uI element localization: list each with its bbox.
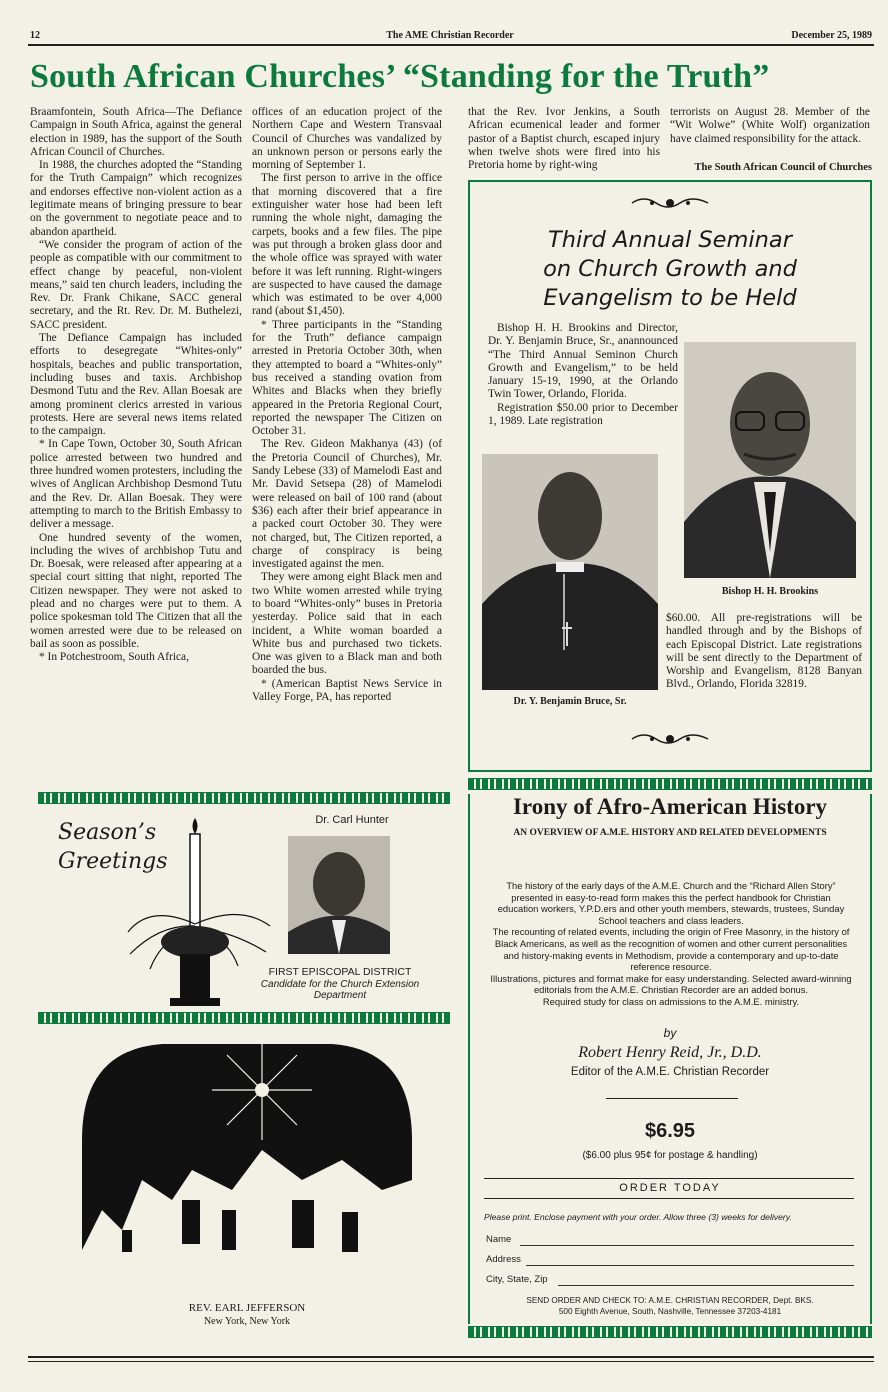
seminar-paragraph: Registration $50.00 prior to December 1, 1989. Late registration [488,401,678,428]
brookins-caption: Bishop H. H. Brookins [721,586,819,597]
bruce-caption: Dr. Y. Benjamin Bruce, Sr. [513,696,627,707]
page-number: 12 [30,30,40,41]
price-divider [606,1098,738,1099]
book-paragraph: Required study for class on admissions to the A.M.E. ministry. [542,995,800,1007]
greetings-ad [38,806,450,1010]
article-paragraph: * (American Baptist News Service in Valley Forge, PA, has reported [252,677,442,704]
article-paragraph: offices of an education project of the Northern Cape and Western Transvaal Council of Churches was vandalized by an unknown person or persons early the morning of September 1. [252,106,442,172]
article-paragraph: that the Rev. Ivor Jenkins, a South African ecumenical leader and former pastor of a Baptist church, escaped injury when twelve shots were fired into his Pretoria home by right-wing [468,106,660,172]
book-subtitle: AN OVERVIEW OF A.M.E. HISTORY AND RELATED DEVELOPMENTS [513,828,827,838]
candidacy-line: Candidate for the Church Extension Department [260,979,420,1001]
author-name: Robert Henry Reid, Jr., D.D. [578,1044,762,1061]
order-rule-top [484,1178,854,1179]
pastor-location: New York, New York [203,1316,291,1327]
book-ad [468,794,872,1324]
seminar-title-line: Evangelism to be Held [543,285,797,311]
district-name: FIRST EPISCOPAL DISTRICT [268,966,412,978]
article-paragraph: The Defiance Campaign has included efforts to desegregate “Whites-only” hospitals, beaches and public transportation, including buses and taxis. Archbishop Desmond Tutu and the Rev. Allan Boesak are among prominent clerics arrested in various protests. Here are several news items related to the campaign. [30,332,242,438]
nativity-silhouette-icon [82,1030,412,1300]
issue-date: December 25, 1989 [791,30,872,41]
article-paragraph: The Rev. Gideon Makhanya (43) (of the Pretoria Council of Churches), Mr. Sandy Lebese (33) of Mamelodi East and Mr. David Setsepa (28) of Mamelodi were released on bail of 100 rand (about $36) each after their brief appearance in a packed court October 30. They were not charged, but, The Citizen reported, a charge of conspiracy is being investigated against the men. [252,438,442,571]
footer-rule [28,1356,874,1358]
seminar-intro [488,322,678,452]
book-price: $6.95 [644,1120,696,1142]
article-paragraph: “We consider the program of action of the people as compatible with our commitment to effect change by peaceful, non-violent means,” said ten church leaders, including the Rev. Dr. Frank Chikane, SACC general secretary, and the Rt. Rev. Dr. M. Buthelezi, SACC president. [30,238,242,331]
article-paragraph: One hundred seventy of the women, including the wives of archbishop Tutu and Dr. Boesak, were released after appearing at a special court sitting that night, reported The Citizen newspaper. They were not asked to plead and no charges were put to them. A police spokesman told The Citizen that all the women arrested were due to be released on bail as soon as possible. [30,531,242,650]
article-paragraph: terrorists on August 28. Member of the “Wit Wolwe” (White Wolf) organization have claimed responsibility for the attack. [670,106,870,145]
seminar-paragraph: $60.00. All pre-registrations will be handled through and by the Bishops of each Episcopal District. Late registrations will be sent directly to the Department of Worship and Evangelism, 8128 Banyan Blvd., Orlando, Florida 32819. [666,612,862,691]
name-label: Name [486,1234,512,1245]
nativity-ad [82,1030,412,1334]
publication-name: The AME Christian Recorder [386,30,514,41]
candidate-name: Dr. Carl Hunter [315,814,389,826]
dr-hunter-photo [288,836,390,954]
seminar-closing [666,612,862,716]
by-label: by [663,1026,677,1040]
article-column-3 [468,106,660,174]
postage-note: ($6.00 plus 95¢ for postage & handling) [582,1150,758,1161]
send-order-line: SEND ORDER AND CHECK TO: A.M.E. CHRISTIAN RECORDER, Dept. BKS. [526,1296,814,1305]
city-state-zip-field[interactable] [558,1285,854,1286]
book-paragraph: The recounting of related events, including the origin of Free Masonry, in the history of Black Americans, as well as the recognition of women and other current personalities and history-making events in Methodism, provide a contemporary and up-to-date reference resource. [492,926,850,973]
author-title: Editor of the A.M.E. Christian Recorder [570,1066,770,1078]
address-field[interactable] [526,1265,854,1266]
article-paragraph: * In Cape Town, October 30, South African police arrested between two hundred and three hundred women protesters, including the wives of Anglican Archbishop Desmond Tutu and the Rev. Dr. Allan Boesak. They were attempting to march to the British Embassy to deliver a message. [30,438,242,531]
article-column-1 [30,106,242,782]
book-ad-border-top [468,778,872,790]
dr-bruce-photo [482,454,658,690]
name-field[interactable] [520,1245,854,1246]
greetings-border-bottom [38,1012,450,1024]
book-title: Irony of Afro-American History [512,794,828,819]
portrait-placeholder-icon [482,454,658,690]
seminar-title-line: on Church Growth and [543,256,797,282]
scroll-ornament-icon [470,730,870,753]
article-paragraph: Braamfontein, South Africa—The Defiance Campaign in South Africa, against the general election in 1989, has the support of the South African Council of Churches. [30,106,242,158]
article-column-4 [670,106,870,160]
book-paragraph: Illustrations, pictures and format make for easy understanding. Selected award-winning editorials from the A.M.E. Christian Recorder are an added bonus. [490,972,852,996]
footer-rule [28,1361,874,1362]
portrait-placeholder-icon [684,342,856,578]
book-description [490,880,852,1008]
seminar-paragraph: Bishop H. H. Brookins and Director, Dr. Y. Benjamin Bruce, Sr., anannounced “The Third Annual Seminon Church Growth and Evangelism,” to be held January 15-19, 1990, at the Orlando Twin Tower, Orlando, Florida. [488,322,678,401]
address-label: Address [486,1254,521,1265]
page-headline: South African Churches’ “Standing for the Truth” [30,58,770,95]
scroll-ornament-icon [630,731,710,747]
pastor-name: REV. EARL JEFFERSON [188,1302,306,1314]
header-rule [28,44,874,46]
article-paragraph: In 1988, the churches adopted the “Standing for the Truth Campaign” which recognizes and endorses effective non-violent action as a legitimate means of bringing pressure to bear on the government to negotiate peace and to abandon apartheid. [30,159,242,238]
article-paragraph: * Three participants in the “Standing for the Truth” defiance campaign arrested in Pretoria October 30th, when they attempted to board a “Whites-only” bus received a standing ovation from Whites and Blacks when they briefly appeared in the Pretoria Regional Court, reported the newspaper The Citizen on October 31. [252,318,442,438]
seminar-box [468,180,872,772]
article-paragraph: They were among eight Black men and two White women arrested while trying to board “Whites-only” buses in Pretoria yesterday. Police said that in each incident, a White woman boarded a White bus and purchased two tickets. One was given to a Black man and both boarded the bus. [252,571,442,677]
greetings-line: Greetings [58,849,168,874]
city-label: City, State, Zip [486,1274,548,1285]
article-column-2 [252,106,442,782]
seminar-title-line: Third Annual Seminar [548,227,792,253]
book-ad-border-bottom [468,1326,872,1338]
article-paragraph: * In Potchestroom, South Africa, [39,651,189,664]
order-rule-bottom [484,1198,854,1199]
send-address-line: 500 Eighth Avenue, South, Nashville, Tennessee 37203-4181 [558,1307,782,1316]
portrait-placeholder-icon [288,836,390,954]
article-credit: The South African Council of Churches [694,162,872,173]
order-heading: ORDER TODAY [619,1182,721,1194]
book-paragraph: The history of the early days of the A.M.E. Church and the “Richard Allen Story” presented in easy-to-read form makes this the perfect handbook for Christian education workers, Y.P.D.ers and other youth members, stewards, trustees, Sunday School teachers and class leaders. [497,880,845,926]
greetings-border-top [38,792,450,804]
greetings-line: Season’s [58,820,157,845]
bishop-brookins-photo [684,342,856,578]
scroll-ornament-icon [470,194,870,217]
order-instructions: Please print. Enclose payment with your order. Allow three (3) weeks for delivery. [484,1212,792,1222]
scroll-ornament-icon [630,195,710,211]
article-paragraph: The first person to arrive in the office that morning discovered that a fire extinguisher water hose had been left running the whole night, damaging the carpets, books and a few files. The pipe was put through a broken glass door and the whole office was sprayed with water before it was left running. Right-wingers are suspected to have caused the damage which was estimated to be over 4,000 rand (about $1,450). [252,172,442,318]
